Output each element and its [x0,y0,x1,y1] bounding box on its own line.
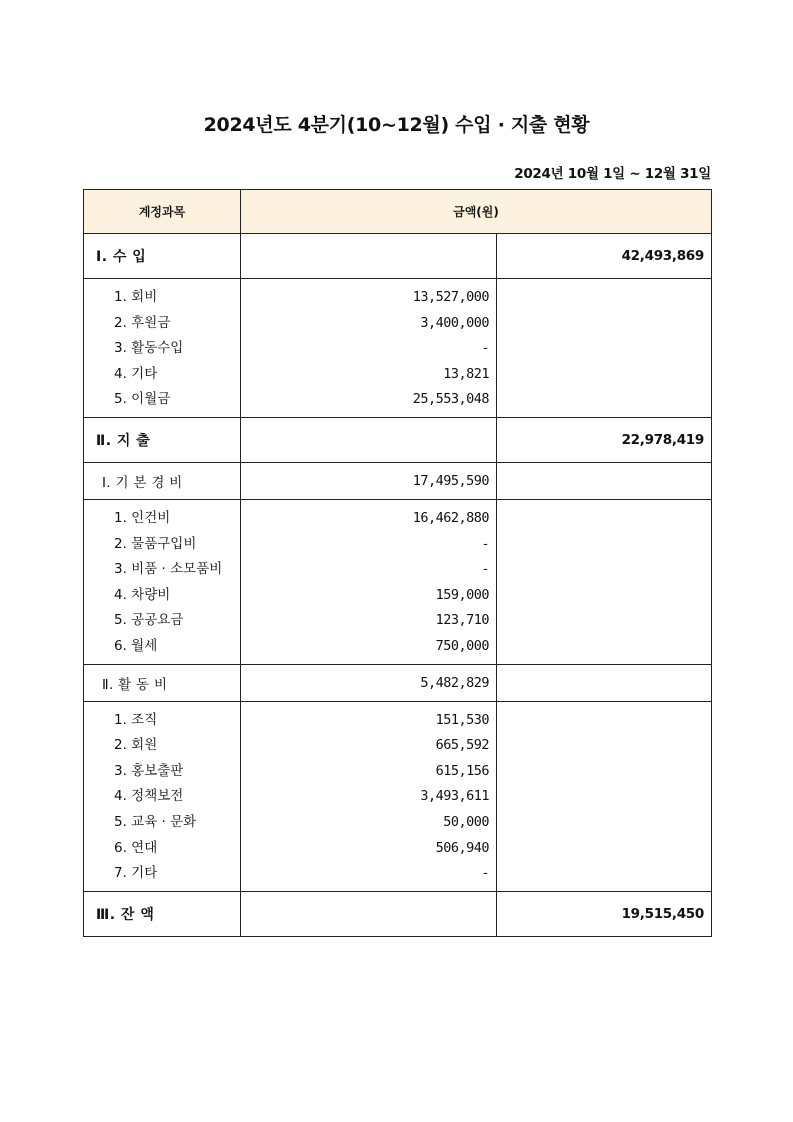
income-item-names [84,279,241,418]
activity-expense-row [84,664,712,701]
income-total: 42,493,869 [497,234,712,279]
list-item-value: 50,000 [443,813,489,830]
list-item: 1. 회비 [114,289,158,305]
balance-empty-cell [241,891,497,936]
list-item: 6. 연대 [114,839,158,856]
list-item: 3. 홍보출판 [114,762,184,779]
list-item: 7. 기타 [114,865,158,882]
list-item-value: 123,710 [435,612,489,629]
list-item: 5. 공공요금 [114,612,184,629]
header-account: 계정과목 [84,190,241,234]
list-item-value: 615,156 [435,762,489,779]
activity-item-names [84,701,241,891]
expense-row [84,417,712,462]
list-item-value: 13,527,000 [412,289,489,305]
income-empty-cell [241,234,497,279]
list-item-value: - [481,561,489,578]
list-item-value: - [481,340,489,357]
basic-expense-label: Ⅰ. 기 본 경 비 [84,462,241,499]
list-item-value: 151,530 [435,711,489,728]
basic-items-row [84,499,712,664]
expense-total: 22,978,419 [497,417,712,462]
list-item-value: 25,553,048 [412,391,489,408]
list-item-value: 159,000 [435,586,489,603]
activity-expense-label: Ⅱ. 활 동 비 [84,664,241,701]
income-row [84,234,712,279]
list-item-value: 506,940 [435,839,489,856]
list-item-value: 3,493,611 [420,788,489,805]
basic-expense-row [84,462,712,499]
list-item-value: 13,821 [443,365,489,382]
list-item-value: - [481,865,489,882]
basic-expense-empty [497,462,712,499]
list-item: 2. 후원금 [114,314,171,331]
page-title: 2024년도 4분기(10~12월) 수입 · 지출 현황 [203,114,590,136]
list-item-value: 750,000 [435,637,489,654]
list-item: 5. 이월금 [114,391,171,408]
income-items-row [84,279,712,418]
list-item: 5. 교육 · 문화 [114,813,197,830]
activity-expense-subtotal: 5,482,829 [241,664,497,701]
report-period: 2024년 10월 1일 ~ 12월 31일 [514,166,711,182]
income-label: Ⅰ. 수 입 [84,234,241,279]
table-header-row [84,190,712,234]
list-item: 4. 기타 [114,365,158,382]
expense-empty-cell [241,417,497,462]
activity-items-row [84,701,712,891]
list-item: 4. 차량비 [114,586,171,603]
activity-expense-empty [497,664,712,701]
basic-item-names [84,499,241,664]
income-expense-table [83,189,712,937]
income-item-values [241,279,497,418]
income-items-empty [497,279,712,418]
balance-row [84,891,712,936]
list-item-value: 3,400,000 [420,314,489,331]
list-item: 2. 물품구입비 [114,535,197,552]
list-item: 6. 월세 [114,637,158,654]
list-item-value: 16,462,880 [412,509,489,526]
list-item: 2. 회원 [114,737,158,754]
basic-item-values [241,499,497,664]
list-item-value: 665,592 [435,737,489,754]
list-item: 1. 조직 [114,711,158,728]
header-amount: 금액(원) [241,190,712,234]
list-item: 3. 활동수입 [114,340,184,357]
list-item: 3. 비품 · 소모품비 [114,561,223,578]
expense-label: Ⅱ. 지 출 [84,417,241,462]
basic-expense-subtotal: 17,495,590 [241,462,497,499]
list-item-value: - [481,535,489,552]
list-item: 1. 인건비 [114,509,171,526]
balance-total: 19,515,450 [497,891,712,936]
activity-items-empty [497,701,712,891]
list-item: 4. 정책보전 [114,788,184,805]
activity-item-values [241,701,497,891]
balance-label: Ⅲ. 잔 액 [84,891,241,936]
basic-items-empty [497,499,712,664]
